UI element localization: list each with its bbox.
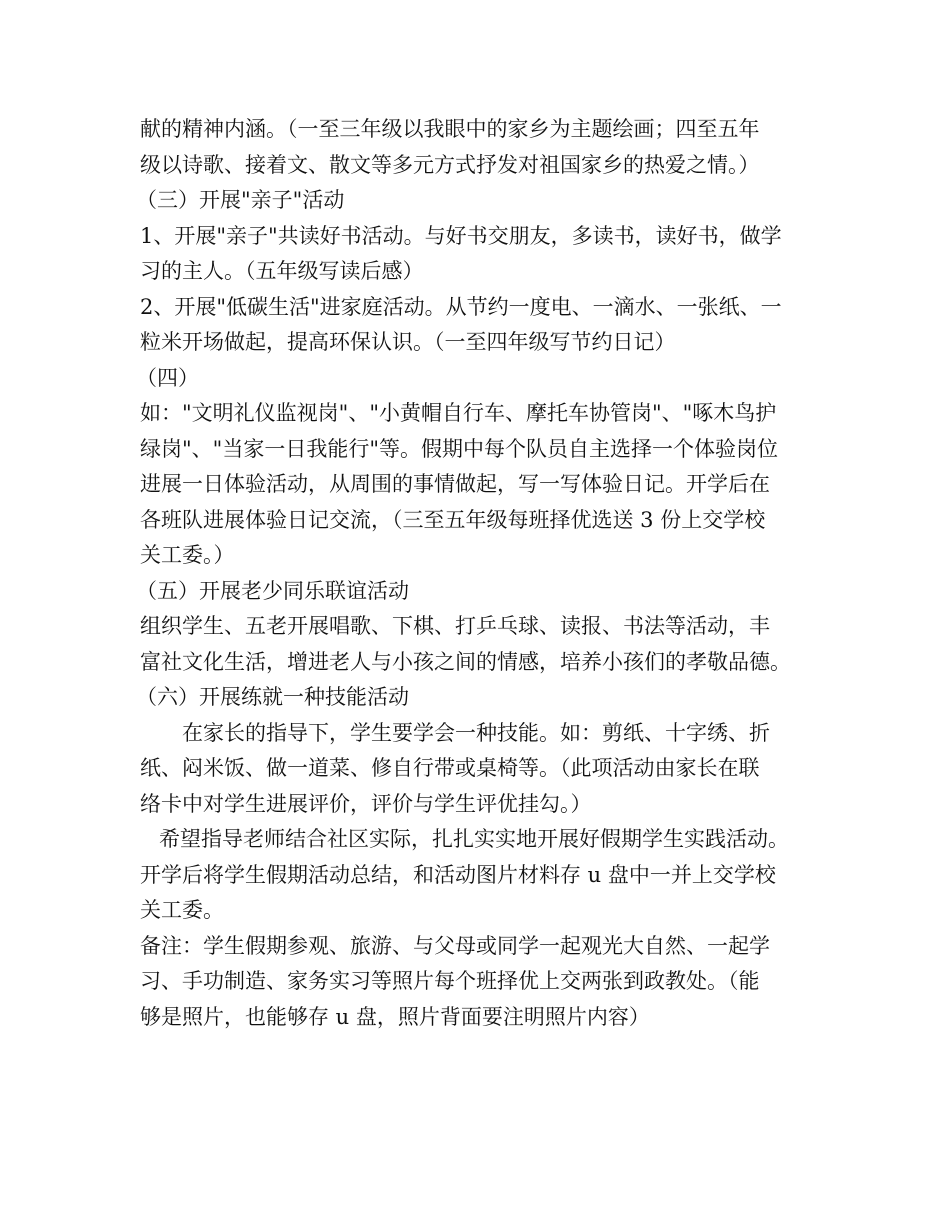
document-body: [136, 112, 840, 1035]
paragraph-line: 献的精神内涵。（一至三年级以我眼中的家乡为主题绘画；四至五年: [140, 117, 760, 141]
paragraph-line: 在家长的指导下，学生要学会一种技能。如：剪纸、十字绣、折: [182, 720, 770, 745]
paragraph-line: 开学后将学生假期活动总结，和活动图片材料存 u 盘中一并上交学校: [140, 862, 776, 887]
paragraph-line: 纸、闷米饭、做一道菜、修自行带或桌椅等。（此项活动由家长在联: [140, 756, 760, 780]
section-heading: （四）: [136, 365, 199, 390]
paragraph-line: 绿岗"、"当家一日我能行"等。假期中每个队员自主选择一个体验岗位: [140, 436, 778, 461]
section-heading: （五）开展老少同乐联谊活动: [136, 578, 409, 603]
paragraph-line: 组织学生、五老开展唱歌、下棋、打乒乓球、读报、书法等活动，丰: [140, 614, 770, 638]
paragraph-line: 级以诗歌、接着文、散文等多元方式抒发对祖国家乡的热爱之情。）: [140, 152, 760, 177]
section-heading: （六）开展练就一种技能活动: [136, 685, 409, 709]
paragraph-line: 关工委。: [140, 898, 224, 922]
paragraph-line: 如："文明礼仪监视岗"、"小黄帽自行车、摩托车协管岗"、"啄木鸟护: [140, 401, 777, 425]
paragraph-line: 络卡中对学生进展评价，评价与学生评优挂勾。）: [140, 791, 592, 816]
paragraph-line: 进展一日体验活动，从周围的事情做起，写一写体验日记。开学后在: [140, 472, 770, 496]
paragraph-line: 备注：学生假期参观、旅游、与父母或同学一起观光大自然、一起学: [140, 933, 770, 958]
paragraph-line: 够是照片，也能够存 u 盘，照片背面要注明照片内容）: [140, 1004, 650, 1029]
paragraph-line: 习、手功制造、家务实习等照片每个班择优上交两张到政教处。（能: [140, 969, 760, 993]
paragraph-line: 关工委。）: [140, 543, 235, 567]
paragraph-line: 富社文化生活，增进老人与小孩之间的情感，培养小孩们的孝敬品德。: [140, 649, 791, 674]
paragraph-line: 各班队进展体验日记交流，（三至五年级每班择优选送 3 份上交学校: [140, 507, 766, 532]
paragraph-line: 粒米开场做起，提高环保认识。（一至四年级写节约日记）: [140, 330, 676, 354]
paragraph-line: 希望指导老师结合社区实际，扎扎实实地开展好假期学生实践活动。: [159, 827, 789, 851]
paragraph-line: 2、开展"低碳生活"进家庭活动。从节约一度电、一滴水、一张纸、一: [140, 294, 782, 319]
section-heading: （三）开展"亲子"活动: [136, 188, 345, 212]
paragraph-line: 习的主人。（五年级写读后感）: [140, 259, 424, 283]
paragraph-line: 1、开展"亲子"共读好书活动。与好书交朋友，多读书，读好书，做学: [140, 223, 782, 248]
